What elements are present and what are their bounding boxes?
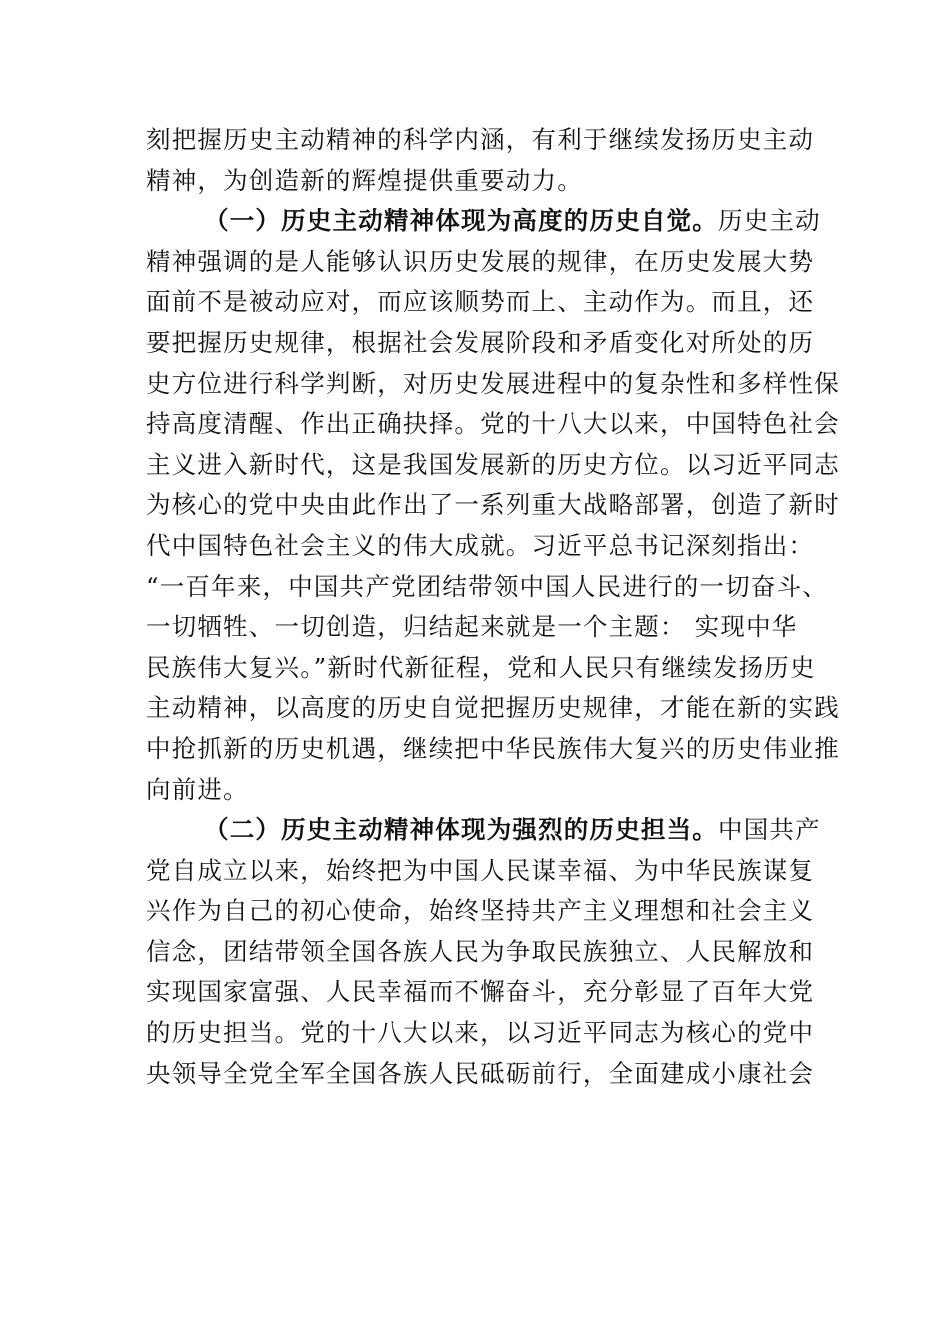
text-line: 实现国家富强、人民幸福而不懈奋斗，充分彰显了百年大党: [146, 977, 815, 1007]
text-run: 中国共产: [718, 815, 821, 845]
body-text: [146, 120, 840, 1094]
paragraph-first-line: [146, 201, 821, 242]
text-line: 兴作为自己的初心使命，始终坚持共产主义理想和社会主义: [146, 896, 815, 926]
text-line: 持高度清醒、作出正确抉择。党的十八大以来，中国特色社会: [146, 409, 840, 439]
text-run: 历史主动: [718, 206, 821, 236]
text-line: 代中国特色社会主义的伟大成就。习近平总书记深刻指出：: [146, 530, 815, 560]
text-line: 党自成立以来，始终把为中国人民谋幸福、为中华民族谋复: [146, 855, 815, 885]
text-line: 信念，团结带领全国各族人民为争取民族独立、人民解放和: [146, 936, 815, 966]
text-line: 民族伟大复兴。”新时代新征程，党和人民只有继续发扬历史: [146, 652, 816, 682]
text-line: 主义进入新时代，这是我国发展新的历史方位。以习近平同志: [146, 449, 840, 479]
paragraph-first-line: [146, 810, 821, 851]
text-line: 的历史担当。党的十八大以来，以习近平同志为核心的党中: [146, 1018, 815, 1048]
text-line: 面前不是被动应对，而应该顺势而上、主动作为。而且，还: [146, 287, 815, 317]
section-heading: （一）历史主动精神体现为高度的历史自觉。: [204, 206, 718, 236]
text-line: 央领导全党全军全国各族人民砥砺前行，全面建成小康社会: [146, 1058, 815, 1088]
text-line: 向前进。: [146, 774, 249, 804]
text-line: 史方位进行科学判断，对历史发展进程中的复杂性和多样性保: [146, 368, 840, 398]
text-line: 主动精神，以高度的历史自觉把握历史规律，才能在新的实践: [146, 693, 840, 723]
text-line: 刻把握历史主动精神的科学内涵，有利于继续发扬历史主动: [146, 125, 815, 154]
text-line: “一百年来，中国共产党团结带领中国人民进行的一切奋斗、: [146, 571, 828, 601]
text-line: 为核心的党中央由此作出了一系列重大战略部署，创造了新时: [146, 490, 840, 520]
text-line: 精神，为创造新的辉煌提供重要动力。: [146, 165, 583, 195]
text-line: 精神强调的是人能够认识历史发展的规律，在历史发展大势: [146, 246, 815, 276]
text-line: 中抢抓新的历史机遇，继续把中华民族伟大复兴的历史伟业推: [146, 733, 840, 763]
text-line: 要把握历史规律，根据社会发展阶段和矛盾变化对所处的历: [146, 327, 815, 357]
section-heading: （二）历史主动精神体现为强烈的历史担当。: [204, 815, 718, 845]
text-line: 一切牺牲、一切创造，归结起来就是一个主题： 实现中华: [146, 612, 798, 642]
